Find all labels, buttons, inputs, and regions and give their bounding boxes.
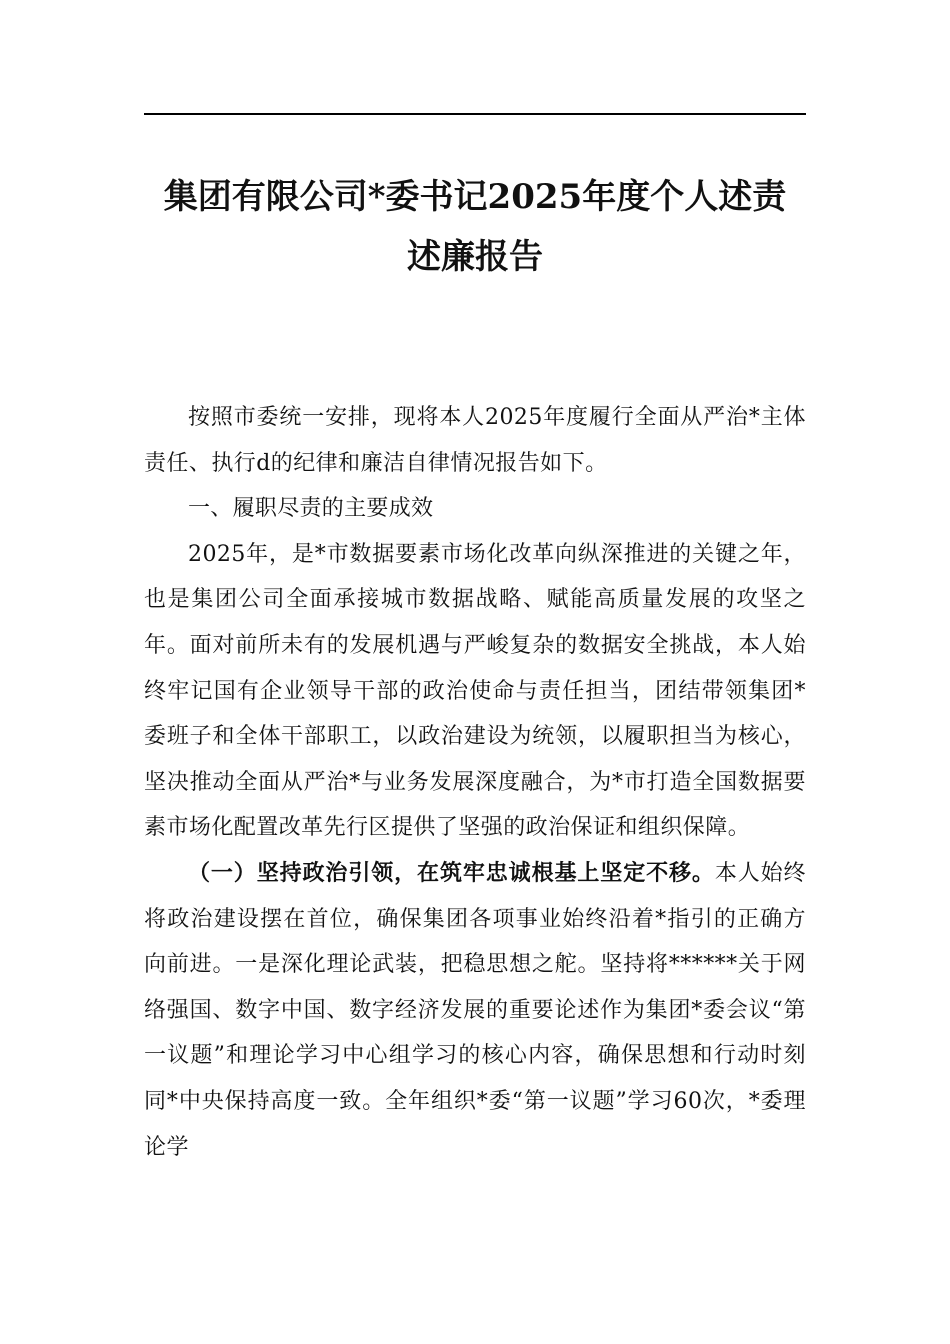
document-title (144, 167, 806, 287)
subsection-body-1: 本人始终将政治建设摆在首位，确保集团各项事业始终沿着*指引的正确方向前进。一是深化理论武装，把稳思想之舵。坚持将******关于网络强国、数字中国、数字经济发展的重要论述作为集团*委会议“第一议题”和理论学习中心组学习的核心内容，确保思想和行动时刻同*中央保持高度一致。全年组织*委“第一议题”学习60次，*委理论学 (144, 860, 806, 1160)
document-body (144, 395, 806, 1170)
body-paragraph-1: 2025年，是*市数据要素市场化改革向纵深推进的关键之年，也是集团公司全面承接城市数据战略、赋能高质量发展的攻坚之年。面对前所未有的发展机遇与严峻复杂的数据安全挑战，本人始终牢记国有企业领导干部的政治使命与责任担当，团结带领集团*委班子和全体干部职工，以政治建设为统领，以履职担当为核心，坚决推动全面从严治*与业务发展深度融合，为*市打造全国数据要素市场化配置改革先行区提供了坚强的政治保证和组织保障。 (144, 541, 806, 841)
subsection-heading-1: （一）坚持政治引领，在筑牢忠诚根基上坚定不移。 (188, 859, 715, 886)
intro-paragraph: 按照市委统一安排，现将本人2025年度履行全面从严治*主体责任、执行d的纪律和廉洁自律情况报告如下。 (144, 405, 806, 476)
title-line-2: 述廉报告 (407, 237, 543, 277)
body-paragraph-2 (144, 851, 806, 1170)
section-heading-1: 一、履职尽责的主要成效 (188, 496, 434, 522)
header-rule (144, 113, 806, 115)
title-line-1: 集团有限公司*委书记2025年度个人述责 (163, 177, 787, 217)
